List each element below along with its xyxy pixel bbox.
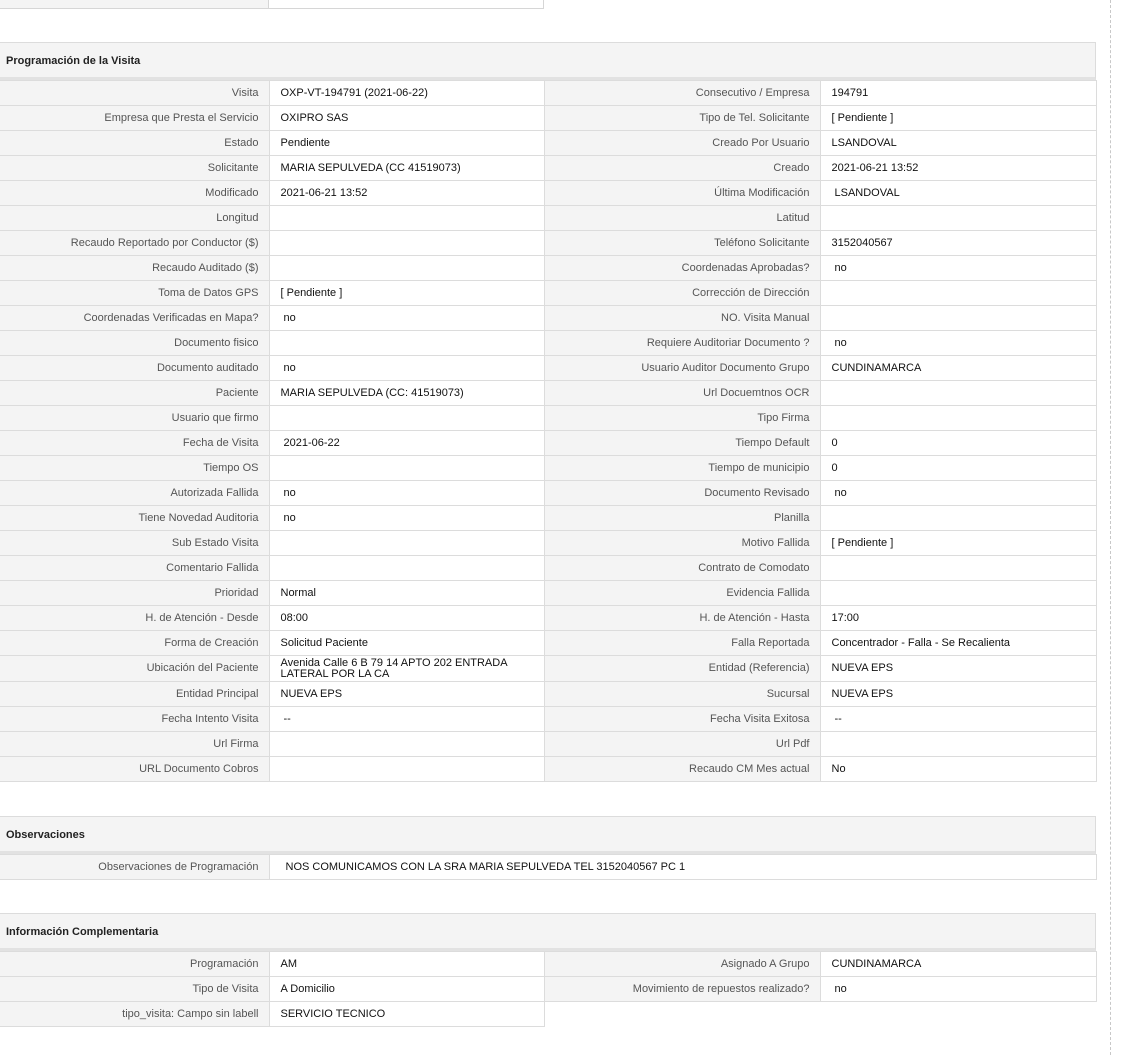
field-label: Creado Por Usuario xyxy=(544,131,820,156)
field-value: CUNDINAMARCA xyxy=(820,952,1096,977)
field-value xyxy=(820,556,1096,581)
field-value xyxy=(820,506,1096,531)
field-value: 3152040567 xyxy=(820,231,1096,256)
visit-programming-section xyxy=(0,42,1096,782)
field-value: LSANDOVAL xyxy=(820,181,1096,206)
field-label: Corrección de Dirección xyxy=(544,281,820,306)
field-label: Motivo Fallida xyxy=(544,531,820,556)
field-value xyxy=(820,581,1096,606)
field-value: 2021-06-21 13:52 xyxy=(820,156,1096,181)
table-row xyxy=(0,556,1096,581)
field-value: Solicitud Paciente xyxy=(269,631,544,656)
empty-cell xyxy=(820,1002,1096,1027)
field-label: Usuario Auditor Documento Grupo xyxy=(544,356,820,381)
table-row xyxy=(0,81,1096,106)
field-value: AM xyxy=(269,952,544,977)
table-row xyxy=(0,356,1096,381)
field-value: -- xyxy=(820,707,1096,732)
field-label: Recaudo Auditado ($) xyxy=(0,256,269,281)
field-label: Solicitante xyxy=(0,156,269,181)
field-value: 2021-06-21 13:52 xyxy=(269,181,544,206)
field-value: no xyxy=(820,331,1096,356)
table-row xyxy=(0,1002,1096,1027)
table-row xyxy=(0,181,1096,206)
field-value: OXIPRO SAS xyxy=(269,106,544,131)
field-value xyxy=(269,331,544,356)
field-value xyxy=(269,556,544,581)
table-row xyxy=(0,732,1096,757)
field-label: Documento auditado xyxy=(0,356,269,381)
field-label: Comentario Fallida xyxy=(0,556,269,581)
table-row xyxy=(0,952,1096,977)
field-value xyxy=(820,206,1096,231)
previous-table-remnant xyxy=(0,0,544,9)
table-row xyxy=(0,631,1096,656)
field-label: Ubicación del Paciente xyxy=(0,656,269,682)
empty-cell xyxy=(544,1002,820,1027)
table-row xyxy=(0,531,1096,556)
field-label: Usuario que firmo xyxy=(0,406,269,431)
field-value xyxy=(269,531,544,556)
field-label: Contrato de Comodato xyxy=(544,556,820,581)
field-label: Tiempo OS xyxy=(0,456,269,481)
field-label: Fecha de Visita xyxy=(0,431,269,456)
field-label: Tiempo Default xyxy=(544,431,820,456)
field-value: 0 xyxy=(820,431,1096,456)
field-label: Url Firma xyxy=(0,732,269,757)
field-value: MARIA SEPULVEDA (CC 41519073) xyxy=(269,156,544,181)
field-value xyxy=(269,757,544,782)
field-label: Creado xyxy=(544,156,820,181)
field-label: Prioridad xyxy=(0,581,269,606)
field-value: [ Pendiente ] xyxy=(820,531,1096,556)
field-value xyxy=(820,281,1096,306)
field-value: Avenida Calle 6 B 79 14 APTO 202 ENTRADA LATERAL POR LA CA xyxy=(269,656,544,682)
field-value: SERVICIO TECNICO xyxy=(269,1002,544,1027)
field-label: Coordenadas Aprobadas? xyxy=(544,256,820,281)
field-value: no xyxy=(269,506,544,531)
field-label: Sucursal xyxy=(544,682,820,707)
table-row xyxy=(0,606,1096,631)
table-row xyxy=(0,331,1096,356)
section-title: Observaciones xyxy=(0,816,1096,854)
visit-details-table xyxy=(0,80,1097,782)
table-row xyxy=(0,131,1096,156)
field-label: Url Pdf xyxy=(544,732,820,757)
field-label: Entidad Principal xyxy=(0,682,269,707)
table-row xyxy=(0,977,1096,1002)
field-label: Estado xyxy=(0,131,269,156)
field-label: Tiene Novedad Auditoria xyxy=(0,506,269,531)
field-label: Tipo de Visita xyxy=(0,977,269,1002)
complementary-info-section xyxy=(0,913,1096,1027)
remnant-label-cell xyxy=(0,0,269,9)
field-label: Asignado A Grupo xyxy=(544,952,820,977)
section-title: Información Complementaria xyxy=(0,913,1096,951)
field-label: Planilla xyxy=(544,506,820,531)
field-label: Consecutivo / Empresa xyxy=(544,81,820,106)
field-value xyxy=(269,256,544,281)
observations-table xyxy=(0,854,1097,880)
field-label: Recaudo Reportado por Conductor ($) xyxy=(0,231,269,256)
field-value: 0 xyxy=(820,456,1096,481)
field-value: No xyxy=(820,757,1096,782)
field-label: NO. Visita Manual xyxy=(544,306,820,331)
field-label: Tiempo de municipio xyxy=(544,456,820,481)
field-label: Longitud xyxy=(0,206,269,231)
table-row xyxy=(0,431,1096,456)
table-row xyxy=(0,581,1096,606)
field-value: Normal xyxy=(269,581,544,606)
field-value: no xyxy=(269,306,544,331)
table-row xyxy=(0,481,1096,506)
field-label: Movimiento de repuestos realizado? xyxy=(544,977,820,1002)
field-label: URL Documento Cobros xyxy=(0,757,269,782)
observations-section xyxy=(0,816,1096,880)
table-row xyxy=(0,456,1096,481)
field-label: H. de Atención - Hasta xyxy=(544,606,820,631)
field-value: no xyxy=(820,977,1096,1002)
field-label: Requiere Auditoriar Documento ? xyxy=(544,331,820,356)
field-value: no xyxy=(820,481,1096,506)
section-title: Programación de la Visita xyxy=(0,42,1096,80)
field-label: Tipo Firma xyxy=(544,406,820,431)
field-value: no xyxy=(820,256,1096,281)
field-value xyxy=(269,456,544,481)
table-row xyxy=(0,256,1096,281)
field-value: A Domicilio xyxy=(269,977,544,1002)
table-row xyxy=(0,682,1096,707)
field-label: Url Docuemtnos OCR xyxy=(544,381,820,406)
field-value xyxy=(820,732,1096,757)
field-label: Última Modificación xyxy=(544,181,820,206)
field-label: Documento fisico xyxy=(0,331,269,356)
field-label: Tipo de Tel. Solicitante xyxy=(544,106,820,131)
table-row xyxy=(0,506,1096,531)
field-value: NUEVA EPS xyxy=(269,682,544,707)
field-value xyxy=(269,206,544,231)
field-label: Entidad (Referencia) xyxy=(544,656,820,682)
field-value: -- xyxy=(269,707,544,732)
table-row xyxy=(0,281,1096,306)
table-row xyxy=(0,231,1096,256)
field-value: no xyxy=(269,356,544,381)
field-value: 2021-06-22 xyxy=(269,431,544,456)
table-row xyxy=(0,156,1096,181)
field-value: Concentrador - Falla - Se Recalienta xyxy=(820,631,1096,656)
field-label: Latitud xyxy=(544,206,820,231)
field-value: LSANDOVAL xyxy=(820,131,1096,156)
field-value: 194791 xyxy=(820,81,1096,106)
field-label: Autorizada Fallida xyxy=(0,481,269,506)
table-row xyxy=(0,206,1096,231)
field-label: Recaudo CM Mes actual xyxy=(544,757,820,782)
table-row xyxy=(0,381,1096,406)
table-row xyxy=(0,106,1096,131)
field-label: Programación xyxy=(0,952,269,977)
field-value: NOS COMUNICAMOS CON LA SRA MARIA SEPULVEDA TEL 3152040567 PC 1 xyxy=(269,855,1096,880)
field-label: Paciente xyxy=(0,381,269,406)
field-value: [ Pendiente ] xyxy=(269,281,544,306)
field-value xyxy=(820,381,1096,406)
field-label: Empresa que Presta el Servicio xyxy=(0,106,269,131)
field-value xyxy=(269,406,544,431)
field-label: Sub Estado Visita xyxy=(0,531,269,556)
field-value: NUEVA EPS xyxy=(820,682,1096,707)
field-value: [ Pendiente ] xyxy=(820,106,1096,131)
field-value: 08:00 xyxy=(269,606,544,631)
field-value: no xyxy=(269,481,544,506)
field-label: tipo_visita: Campo sin labell xyxy=(0,1002,269,1027)
field-value: NUEVA EPS xyxy=(820,656,1096,682)
table-row xyxy=(0,757,1096,782)
remnant-value-cell xyxy=(269,0,544,9)
table-row xyxy=(0,656,1096,682)
table-row xyxy=(0,406,1096,431)
field-value xyxy=(269,732,544,757)
field-value: Pendiente xyxy=(269,131,544,156)
field-label: Modificado xyxy=(0,181,269,206)
field-value xyxy=(820,406,1096,431)
field-label: Falla Reportada xyxy=(544,631,820,656)
field-value xyxy=(820,306,1096,331)
field-value xyxy=(269,231,544,256)
field-value: 17:00 xyxy=(820,606,1096,631)
field-label: Fecha Intento Visita xyxy=(0,707,269,732)
field-label: Toma de Datos GPS xyxy=(0,281,269,306)
field-label: H. de Atención - Desde xyxy=(0,606,269,631)
page-divider xyxy=(1110,0,1111,1055)
field-label: Fecha Visita Exitosa xyxy=(544,707,820,732)
field-label: Teléfono Solicitante xyxy=(544,231,820,256)
field-label: Observaciones de Programación xyxy=(0,855,269,880)
table-row xyxy=(0,707,1096,732)
field-value: MARIA SEPULVEDA (CC: 41519073) xyxy=(269,381,544,406)
field-value: OXP-VT-194791 (2021-06-22) xyxy=(269,81,544,106)
field-value: CUNDINAMARCA xyxy=(820,356,1096,381)
field-label: Documento Revisado xyxy=(544,481,820,506)
field-label: Forma de Creación xyxy=(0,631,269,656)
complementary-table xyxy=(0,951,1097,1027)
field-label: Visita xyxy=(0,81,269,106)
table-row xyxy=(0,306,1096,331)
field-label: Evidencia Fallida xyxy=(544,581,820,606)
field-label: Coordenadas Verificadas en Mapa? xyxy=(0,306,269,331)
